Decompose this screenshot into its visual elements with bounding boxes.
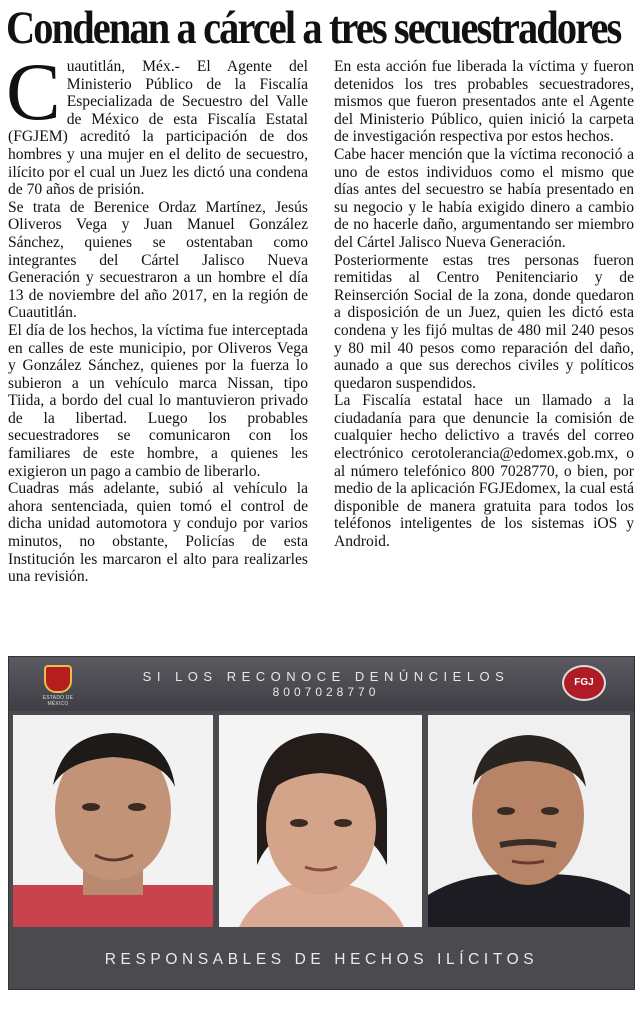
headline: Condenan a cárcel a tres secuestradores bbox=[6, 2, 621, 54]
paragraph-8: La Fiscalía estatal hace un llamado a la ciudadanía para que denuncie la comisión de cualquier hecho delictivo a través del correo electrónico cerotolerancia@edomex.gob.mx, o al número telefónico 800 7028770, o bien, por medio de la aplicación FGJEdomex, la cual está disponible de manera gratuita para todos los teléfonos inteligentes de los sistemas iOS y Android. bbox=[334, 392, 634, 551]
suspect-2-portrait bbox=[219, 715, 422, 927]
paragraph-7: Posteriormente estas tres personas fueron remitidas al Centro Penitenciario y de Reinserción Social de la zona, donde quedaron a disposición de un Juez, quien les dictó esta condena y les fijó multas de 480 mil 240 pesos y 80 mil 40 pesos como reparación del daño, aunado a que sus derechos civiles y políticos quedaron suspendidos. bbox=[334, 251, 634, 392]
suspect-1-portrait bbox=[13, 715, 213, 927]
paragraph-4: Cuadras más adelante, subió al vehículo la ahora sentenciada, quien tomó el control de dicha unidad automotora y condujo por varios minutos, no obstante, Policías de esta Institución les marcaron el alto para realizarles una revisión. bbox=[8, 480, 308, 586]
dropcap: C bbox=[6, 46, 61, 137]
paragraph-2: Se trata de Berenice Ordaz Martínez, Jesús Oliveros Vega y Juan Manuel González Sánchez, quienes se ostentaban como integrantes del Cártel Jalisco Nueva Generación y secuestraron a un hombre el día 13 de noviembre del año 2017, en la región de Cuautitlán. bbox=[8, 198, 308, 322]
poster-caption: RESPONSABLES DE HECHOS ILÍCITOS bbox=[104, 951, 539, 968]
article-column-right bbox=[334, 58, 634, 551]
poster-slogan: SI LOS RECONOCE DENÚNCIELOS bbox=[142, 669, 510, 684]
fgj-logo: FGJ bbox=[562, 665, 606, 701]
poster-phone: 8007028770 bbox=[272, 685, 380, 699]
edomex-logo bbox=[35, 665, 81, 705]
paragraph-6: Cabe hacer mención que la víctima reconoció a uno de estos individuos como el mismo que días antes del secuestro se había presentado en su negocio y le había exigido dinero a cambio de no hacerle daño, argumentando ser miembro del Cártel Jalisco Nueva Generación. bbox=[334, 145, 634, 251]
paragraph-3: El día de los hechos, la víctima fue interceptada en calles de este municipio, por Oliveros Vega y González Sánchez, quienes por la fuerza lo subieron a un vehículo marca Nissan, tipo Tiida, a bordo del cual lo mantuvieron privado de la libertad. Luego los probables secuestradores se comunicaron con los familiares de este hombre, a quienes les exigieron un pago a cambio de liberarlo. bbox=[8, 321, 308, 480]
paragraph-5: En esta acción fue liberada la víctima y fueron detenidos los tres probables secuestradores, mismos que fueron presentados ante el Agente del Ministerio Público, quien inició la carpeta de investigación respectiva por estos hechos. bbox=[334, 58, 634, 146]
article-column-left bbox=[6, 46, 308, 586]
paragraph-1: uautitlán, Méx.- El Agente del Ministerio Público de la Fiscalía Especializada de Secuestro del Valle de México de esta Fiscalía Estatal (FGJEM) acreditó la participación de dos hombres y una mujer en el delito de secuestro, ilícito por el cual un Juez les dictó una condena de 70 años de prisión. bbox=[8, 58, 308, 199]
edomex-logo-caption: ESTADO DE MÉXICO bbox=[42, 695, 74, 707]
suspect-photo-2 bbox=[219, 715, 422, 927]
poster-banner bbox=[9, 657, 634, 711]
suspect-photo-1 bbox=[13, 715, 213, 927]
wanted-poster bbox=[8, 656, 635, 990]
suspect-photo-3 bbox=[428, 715, 630, 927]
shield-icon bbox=[44, 665, 72, 693]
suspect-3-portrait bbox=[428, 715, 630, 927]
